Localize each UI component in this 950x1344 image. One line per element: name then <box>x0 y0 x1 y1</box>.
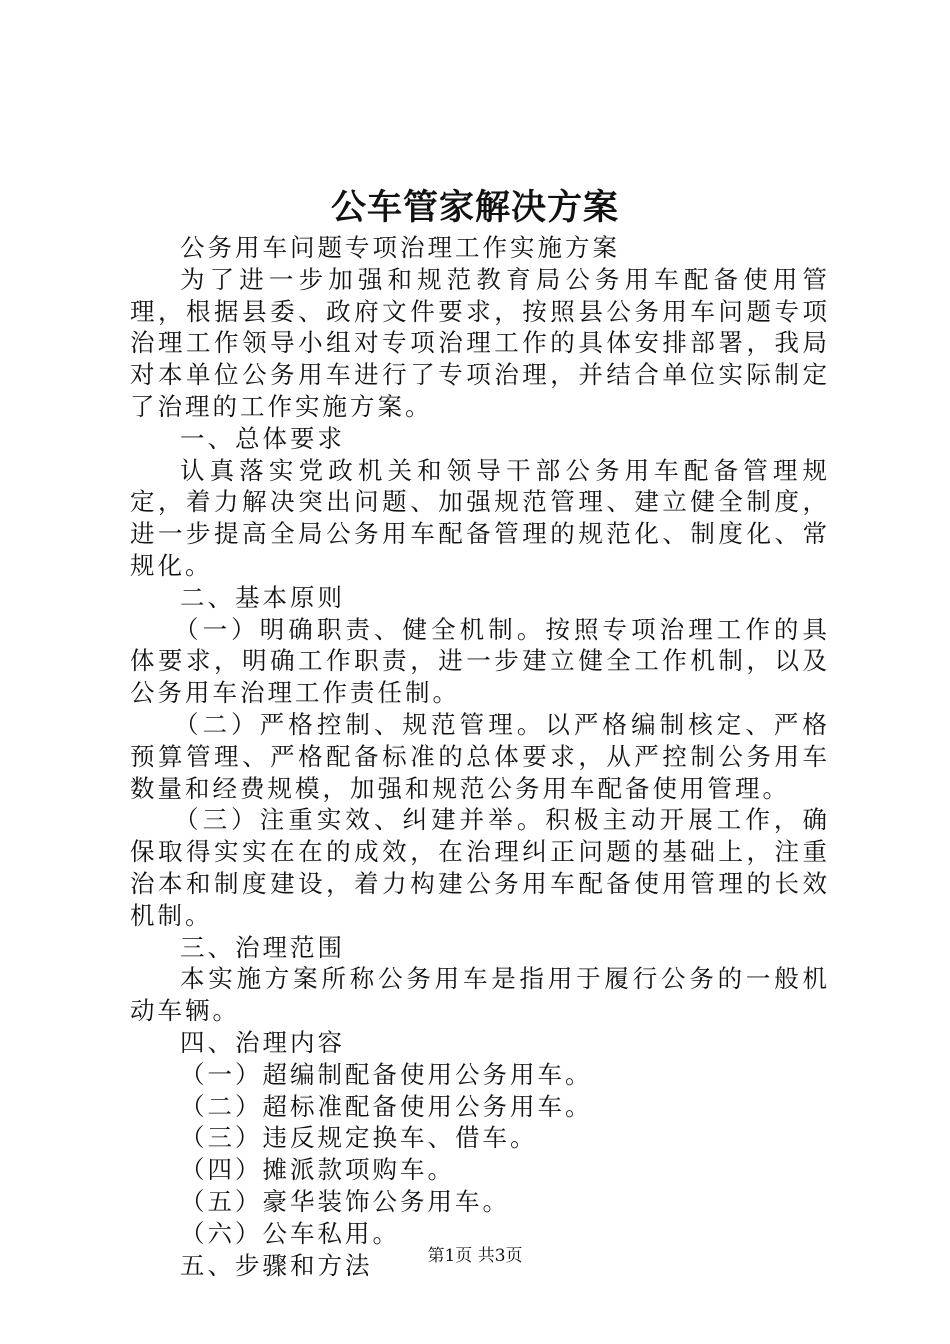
page-number-footer: 第1页 共3页 <box>427 1246 523 1266</box>
list-item: （一）超编制配备使用公务用车。 <box>180 1059 593 1089</box>
section-heading: 三、治理范围 <box>180 932 345 962</box>
list-item: （二）超标准配备使用公务用车。 <box>180 1091 593 1121</box>
section-heading: 五、步骤和方法 <box>180 1250 373 1280</box>
body-paragraph: （三）注重实效、纠建并举。积极主动开展工作，确保取得实实在在的成效，在治理纠正问题的基础上，注重治本和制度建设，着力构建公务用车配备使用管理的长效机制。 <box>130 805 830 930</box>
body-paragraph: （一）明确职责、健全机制。按照专项治理工作的具体要求，明确工作职责，进一步建立健全工作机制，以及公务用车治理工作责任制。 <box>130 614 830 708</box>
body-paragraph: （二）严格控制、规范管理。以严格编制核定、严格预算管理、严格配备标准的总体要求，从严控制公务用车数量和经费规模，加强和规范公务用车配备使用管理。 <box>130 709 830 803</box>
list-item: （六）公车私用。 <box>180 1218 400 1248</box>
section-heading: 二、基本原则 <box>180 582 345 612</box>
document-title: 公车管家解决方案 <box>330 187 619 228</box>
body-paragraph: 本实施方案所称公务用车是指用于履行公务的一般机动车辆。 <box>130 964 830 1026</box>
list-item: （四）摊派款项购车。 <box>180 1155 455 1185</box>
body-paragraph: 认真落实党政机关和领导干部公务用车配备管理规定，着力解决突出问题、加强规范管理、建立健全制度，进一步提高全局公务用车配备管理的规范化、制度化、常规化。 <box>130 455 830 580</box>
section-heading: 一、总体要求 <box>180 423 345 453</box>
section-heading: 四、治理内容 <box>180 1027 345 1057</box>
subtitle-paragraph: 公务用车问题专项治理工作实施方案 <box>180 233 620 262</box>
intro-paragraph: 为了进一步加强和规范教育局公务用车配备使用管理，根据县委、政府文件要求，按照县公务用车问题专项治理工作领导小组对专项治理工作的具体安排部署，我局对本单位公务用车进行了专项治理，并结合单位实际制定了治理的工作实施方案。 <box>130 264 830 421</box>
list-item: （五）豪华装饰公务用车。 <box>180 1186 510 1216</box>
list-item: （三）违反规定换车、借车。 <box>180 1123 538 1153</box>
document-body <box>130 232 830 1281</box>
